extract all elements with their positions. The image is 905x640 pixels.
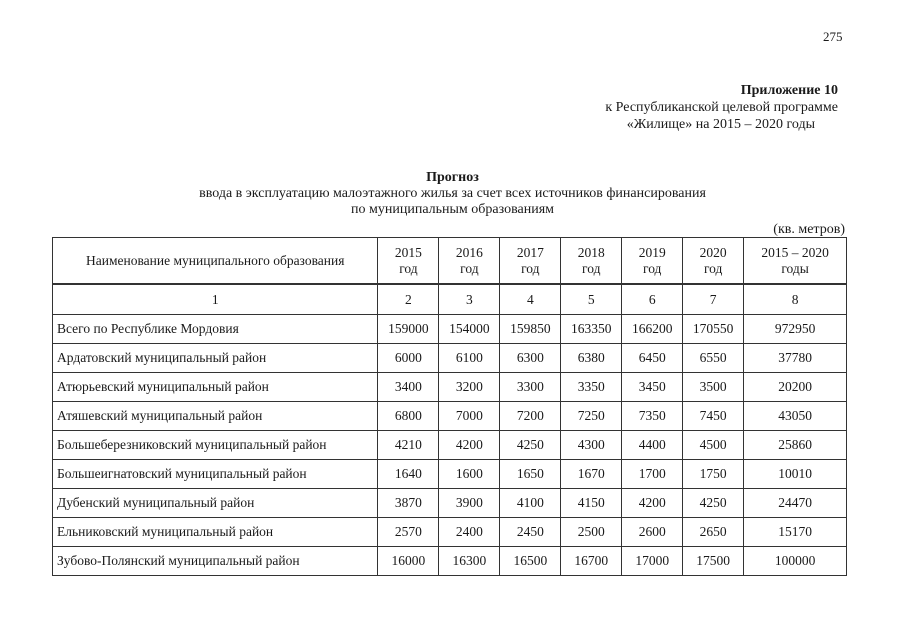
table-row — [53, 489, 847, 518]
column-header — [378, 238, 439, 285]
header-text: 2020 — [699, 244, 727, 260]
table-cell: 37780 — [744, 344, 847, 373]
table-cell: 2400 — [439, 518, 500, 547]
header-text: год — [521, 260, 540, 276]
table-cell: 1700 — [622, 460, 683, 489]
header-text: год — [582, 260, 601, 276]
table-cell: 16000 — [378, 547, 439, 576]
table-cell: 2600 — [622, 518, 683, 547]
header-text: 2015 — [394, 244, 422, 260]
municipality-name: Зубово-Полянский муниципальный район — [53, 547, 378, 576]
table-row — [53, 373, 847, 402]
table-cell: 2450 — [500, 518, 561, 547]
appendix-title: Приложение 10 — [740, 83, 838, 98]
table-cell: 25860 — [744, 431, 847, 460]
column-header — [500, 238, 561, 285]
table-cell: 20200 — [744, 373, 847, 402]
table-cell: 7450 — [683, 402, 744, 431]
table-cell: 1640 — [378, 460, 439, 489]
table-cell: 1600 — [439, 460, 500, 489]
table-cell: 43050 — [744, 402, 847, 431]
table-row — [53, 431, 847, 460]
table-cell: 4210 — [378, 431, 439, 460]
table-cell: 6800 — [378, 402, 439, 431]
heading-title: Прогноз — [426, 170, 479, 185]
column-header — [744, 238, 847, 285]
table-cell: 4500 — [683, 431, 744, 460]
header-text: 2015 – 2020 — [761, 244, 829, 260]
table-cell: 166200 — [622, 315, 683, 344]
table-cell: 4300 — [561, 431, 622, 460]
document-heading — [0, 170, 905, 218]
table-cell: 159000 — [378, 315, 439, 344]
heading-subtitle: ввода в эксплуатацию малоэтажного жилья за счет всех источников финансирования — [199, 186, 706, 201]
unit-label: (кв. метров) — [773, 222, 845, 237]
column-header — [622, 238, 683, 285]
appendix-line: к Республиканской целевой программе — [605, 100, 838, 115]
table-header-row — [53, 238, 847, 285]
table-cell: 4250 — [500, 431, 561, 460]
table-row — [53, 547, 847, 576]
municipality-name: Всего по Республике Мордовия — [53, 315, 378, 344]
table-cell: 1750 — [683, 460, 744, 489]
table-cell: 2650 — [683, 518, 744, 547]
table-cell: 159850 — [500, 315, 561, 344]
table-cell: 10010 — [744, 460, 847, 489]
table-cell: 15170 — [744, 518, 847, 547]
table-cell: 17000 — [622, 547, 683, 576]
column-number: 6 — [622, 284, 683, 315]
table-cell: 6100 — [439, 344, 500, 373]
column-header — [561, 238, 622, 285]
municipality-name: Ельниковский муниципальный район — [53, 518, 378, 547]
municipality-name: Дубенский муниципальный район — [53, 489, 378, 518]
column-header — [53, 238, 378, 285]
header-text: 2018 — [577, 244, 605, 260]
column-header — [439, 238, 500, 285]
table-cell: 2500 — [561, 518, 622, 547]
table-cell: 3900 — [439, 489, 500, 518]
column-number: 5 — [561, 284, 622, 315]
forecast-table — [52, 237, 847, 576]
column-header — [683, 238, 744, 285]
column-number: 2 — [378, 284, 439, 315]
header-text: год — [460, 260, 479, 276]
header-text: Наименование муниципального образования — [86, 252, 345, 268]
header-text: годы — [781, 260, 809, 276]
table-row — [53, 315, 847, 344]
header-text: 2019 — [638, 244, 666, 260]
table-row — [53, 518, 847, 547]
table-row — [53, 402, 847, 431]
table-cell: 3450 — [622, 373, 683, 402]
municipality-name: Большеигнатовский муниципальный район — [53, 460, 378, 489]
column-number: 8 — [744, 284, 847, 315]
table-cell: 7200 — [500, 402, 561, 431]
table-cell: 24470 — [744, 489, 847, 518]
header-text: 2016 — [455, 244, 483, 260]
table-cell: 154000 — [439, 315, 500, 344]
header-text: год — [643, 260, 662, 276]
table-cell: 3300 — [500, 373, 561, 402]
table-cell: 6300 — [500, 344, 561, 373]
municipality-name: Атюрьевский муниципальный район — [53, 373, 378, 402]
municipality-name: Ардатовский муниципальный район — [53, 344, 378, 373]
table-cell: 16300 — [439, 547, 500, 576]
header-text: год — [399, 260, 418, 276]
table-cell: 17500 — [683, 547, 744, 576]
table-cell: 3350 — [561, 373, 622, 402]
table-cell: 6380 — [561, 344, 622, 373]
table-row — [53, 460, 847, 489]
column-number-row — [53, 284, 847, 315]
table-cell: 7250 — [561, 402, 622, 431]
table-cell: 4100 — [500, 489, 561, 518]
header-text: год — [703, 260, 723, 276]
table-cell: 6000 — [378, 344, 439, 373]
column-number: 1 — [53, 284, 378, 315]
table-cell: 4150 — [561, 489, 622, 518]
table-cell: 972950 — [744, 315, 847, 344]
column-number: 7 — [683, 284, 744, 315]
table-cell: 3870 — [378, 489, 439, 518]
appendix-block — [508, 82, 838, 133]
column-number: 4 — [500, 284, 561, 315]
table-cell: 4400 — [622, 431, 683, 460]
table-cell: 4200 — [439, 431, 500, 460]
table-row — [53, 344, 847, 373]
table-cell: 1670 — [561, 460, 622, 489]
table-cell: 4250 — [683, 489, 744, 518]
table-cell: 16700 — [561, 547, 622, 576]
table-cell: 163350 — [561, 315, 622, 344]
table-cell: 1650 — [500, 460, 561, 489]
table-cell: 16500 — [500, 547, 561, 576]
heading-subtitle: по муниципальным образованиям — [351, 202, 554, 217]
municipality-name: Большеберезниковский муниципальный район — [53, 431, 378, 460]
table-cell: 3200 — [439, 373, 500, 402]
header-text: 2017 — [516, 244, 544, 260]
table-cell: 2570 — [378, 518, 439, 547]
table-cell: 3500 — [683, 373, 744, 402]
column-number: 3 — [439, 284, 500, 315]
table-cell: 100000 — [744, 547, 847, 576]
appendix-line: «Жилище» на 2015 – 2020 годы — [626, 117, 815, 132]
table-cell: 7350 — [622, 402, 683, 431]
table-cell: 3400 — [378, 373, 439, 402]
table-cell: 6550 — [683, 344, 744, 373]
page-number: 275 — [823, 29, 843, 44]
municipality-name: Атяшевский муниципальный район — [53, 402, 378, 431]
table-cell: 4200 — [622, 489, 683, 518]
table-cell: 7000 — [439, 402, 500, 431]
table-cell: 170550 — [683, 315, 744, 344]
table-cell: 6450 — [622, 344, 683, 373]
